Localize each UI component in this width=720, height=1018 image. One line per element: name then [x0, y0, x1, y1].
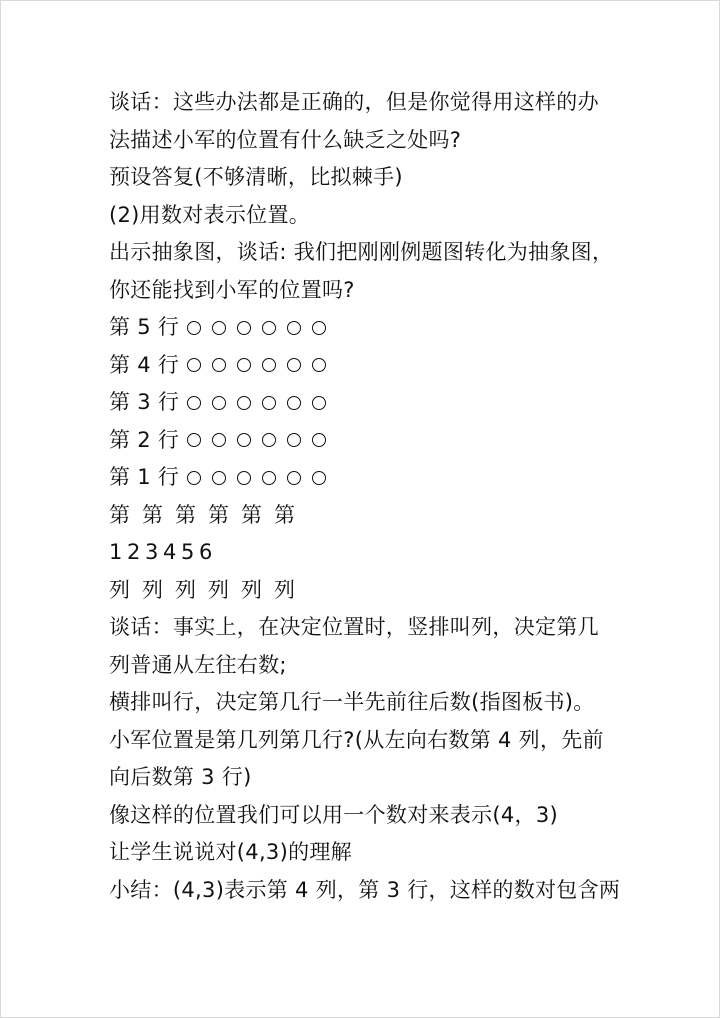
seat-circle-icon [287, 358, 301, 372]
paragraph-line: 小结：(4,3)表示第 4 列，第 3 行，这样的数对包含两 [109, 877, 621, 902]
seat-circle-icon [262, 358, 276, 372]
seat-circle-icon [237, 471, 251, 485]
paragraph-line: 你还能找到小军的位置吗? [109, 277, 355, 302]
column-number: 2 [127, 540, 141, 564]
paragraph-line: 出示抽象图，谈话: 我们把刚刚例题图转化为抽象图， [109, 240, 614, 264]
column-number: 1 [109, 540, 123, 564]
column-number-row [109, 534, 619, 572]
seat-circle-icon [212, 321, 226, 335]
paragraph-line: (2)用数对表示位置。 [109, 202, 311, 227]
column-suffix-row [109, 572, 619, 610]
seat-circle-icon [287, 396, 301, 410]
paragraph-line: 谈话：事实上，在决定位置时，竖排叫列，决定第几 [109, 615, 599, 639]
seat-circle-icon [187, 471, 201, 485]
seat-circle-icon [237, 321, 251, 335]
paragraph-line: 法描述小军的位置有什么缺乏之处吗? [109, 127, 462, 152]
seat-circle-icon [237, 433, 251, 447]
column-number: 6 [199, 540, 213, 564]
column-number: 4 [163, 540, 177, 564]
seat-circles [187, 471, 326, 485]
column-prefix: 第 [175, 502, 197, 527]
grid-row-4 [109, 347, 619, 385]
grid-row-3 [109, 384, 619, 422]
seat-circle-icon [312, 433, 326, 447]
column-prefix: 第 [241, 502, 263, 527]
seat-circle-icon [212, 471, 226, 485]
row-label: 第 4 行 [109, 352, 180, 377]
seat-circle-icon [212, 396, 226, 410]
row-label: 第 2 行 [109, 427, 180, 452]
seat-circle-icon [312, 358, 326, 372]
seat-circle-icon [237, 358, 251, 372]
paragraph-line: 让学生说说对(4,3)的理解 [109, 840, 352, 864]
column-suffix: 列 [208, 577, 230, 602]
seat-circle-icon [237, 396, 251, 410]
seat-circle-icon [262, 433, 276, 447]
seat-circles [187, 433, 326, 447]
row-label: 第 3 行 [109, 390, 180, 414]
document-body [109, 84, 619, 909]
seat-circle-icon [287, 433, 301, 447]
column-number: 5 [181, 540, 195, 564]
paragraph-line: 横排叫行，决定第几行一半先前往后数(指图板书)。 [109, 690, 595, 714]
column-prefix: 第 [109, 502, 131, 527]
paragraph-line: 预设答复(不够清晰，比拟棘手) [109, 165, 403, 189]
seat-circle-icon [212, 433, 226, 447]
column-prefix-row [109, 497, 619, 535]
column-prefix: 第 [274, 502, 296, 527]
seat-circle-icon [187, 321, 201, 335]
seat-circle-icon [262, 396, 276, 410]
seat-circle-icon [187, 396, 201, 410]
seat-circle-icon [312, 321, 326, 335]
paragraph-line: 小军位置是第几列第几行?(从左向右数第 4 列，先前 [109, 727, 604, 752]
seat-circle-icon [187, 358, 201, 372]
row-label: 第 5 行 [109, 315, 180, 339]
seat-circle-icon [262, 471, 276, 485]
seat-circle-icon [212, 358, 226, 372]
grid-row-2 [109, 422, 619, 460]
paragraph-line: 列普通从左往右数; [109, 652, 287, 677]
paragraph-line: 谈话：这些办法都是正确的，但是你觉得用这样的办 [109, 90, 599, 114]
seat-circle-icon [312, 471, 326, 485]
column-suffix: 列 [241, 577, 263, 602]
grid-row-1 [109, 459, 619, 497]
paragraph-line: 向后数第 3 行) [109, 765, 252, 789]
column-suffix: 列 [274, 577, 296, 602]
row-label: 第 1 行 [109, 465, 180, 489]
column-number: 3 [145, 540, 159, 564]
seat-circles [187, 396, 326, 410]
seat-circles [187, 358, 326, 372]
seat-circle-icon [287, 321, 301, 335]
seat-circle-icon [262, 321, 276, 335]
grid-row-5 [109, 309, 619, 347]
column-suffix: 列 [142, 577, 164, 602]
seat-circle-icon [287, 471, 301, 485]
column-prefix: 第 [208, 502, 230, 527]
paragraph-line: 像这样的位置我们可以用一个数对来表示(4，3) [109, 802, 559, 827]
column-suffix: 列 [109, 577, 131, 602]
seat-circles [187, 321, 326, 335]
seat-circle-icon [187, 433, 201, 447]
column-prefix: 第 [142, 502, 164, 527]
column-suffix: 列 [175, 577, 197, 602]
seat-circle-icon [312, 396, 326, 410]
